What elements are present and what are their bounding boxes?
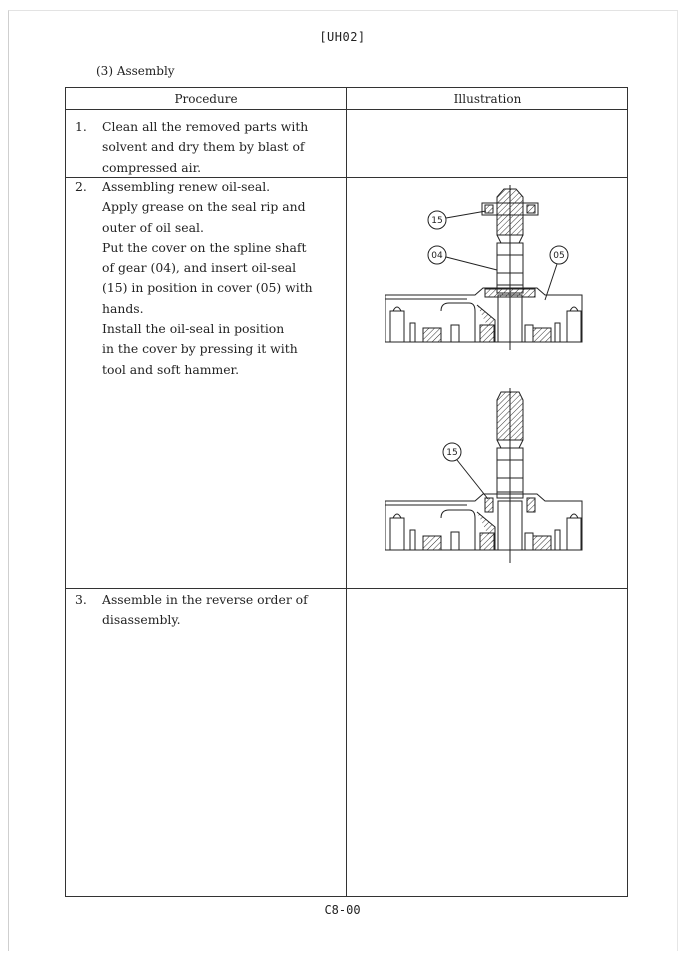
step-line: Apply grease on the seal rip and	[102, 199, 306, 215]
callout-cover: 05	[553, 251, 565, 261]
oil-seal-insertion-diagram	[385, 185, 585, 350]
step-line: (15) in position in cover (05) with	[102, 280, 313, 296]
step-line: hands.	[102, 300, 144, 316]
page-number: C8-00	[324, 903, 361, 917]
step-line: Clean all the removed parts with	[102, 119, 309, 134]
step-number: 2.	[75, 179, 87, 194]
step-line: Assemble in the reverse order of	[102, 592, 308, 607]
step-line: tool and soft hammer.	[102, 361, 240, 377]
step-line: compressed air.	[102, 159, 202, 175]
step-line: outer of oil seal.	[102, 219, 204, 235]
step-line: Assembling renew oil-seal.	[102, 179, 271, 194]
step-number: 1.	[75, 119, 87, 134]
callout-seal: 15	[431, 216, 443, 226]
step-line: in the cover by pressing it with	[102, 341, 298, 357]
document-code: [UH02]	[319, 30, 366, 44]
illustration-header: Illustration	[453, 92, 522, 106]
procedure-header: Procedure	[174, 92, 238, 106]
step-line: Install the oil-seal in position	[102, 321, 285, 337]
step-line: Put the cover on the spline shaft	[102, 239, 307, 255]
step-line: solvent and dry them by blast of	[102, 139, 305, 155]
step-number: 3.	[75, 592, 87, 607]
callout-seal: 15	[446, 448, 458, 458]
oil-seal-installed-diagram	[385, 388, 585, 563]
step-line: of gear (04), and insert oil-seal	[102, 260, 297, 276]
callout-gear: 04	[431, 251, 443, 261]
section-title: (3) Assembly	[96, 64, 175, 78]
row-divider-2	[66, 588, 627, 589]
step-line: disassembly.	[102, 612, 181, 628]
column-divider	[346, 88, 347, 896]
